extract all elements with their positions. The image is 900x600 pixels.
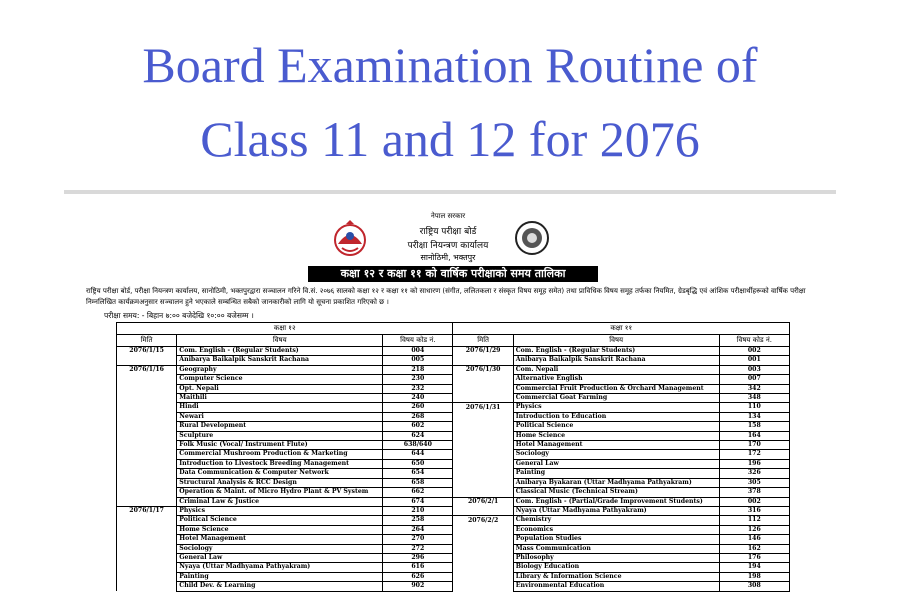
office-name: परीक्षा नियन्त्रण कार्यालय (407, 241, 489, 251)
subject-name: Hindi (177, 403, 383, 412)
subject-code: 007 (719, 375, 789, 384)
exam-date (117, 535, 177, 544)
subject-code: 348 (719, 394, 789, 403)
subject-name: Geography (177, 365, 383, 374)
subject-name: Library & Information Science (513, 572, 719, 581)
subject-code: 626 (383, 572, 453, 581)
subject-name: Nyaya (Uttar Madhyama Pathyakram) (177, 563, 383, 572)
subject-name: Biology Education (513, 563, 719, 572)
subject-name: Com. English - (Regular Students) (513, 347, 719, 356)
exam-date (117, 469, 177, 478)
exam-date (117, 450, 177, 459)
exam-date (453, 553, 513, 562)
exam-date (453, 459, 513, 468)
subject-code: 198 (719, 572, 789, 581)
subject-code: 674 (383, 497, 453, 506)
table-row (117, 582, 790, 591)
col-subject-12: विषय (177, 335, 383, 347)
exam-date (117, 459, 177, 468)
col-subject-11: विषय (513, 335, 719, 347)
subject-code: 654 (383, 469, 453, 478)
exam-date (117, 572, 177, 581)
subject-code: 230 (383, 375, 453, 384)
subject-code: 164 (719, 431, 789, 440)
subject-name: Data Communication & Computer Network (177, 469, 383, 478)
subject-code: 644 (383, 450, 453, 459)
exam-date (117, 412, 177, 421)
subject-code: 232 (383, 384, 453, 393)
subject-code: 210 (383, 506, 453, 515)
subject-code: 624 (383, 431, 453, 440)
page-title-line-1: Board Examination Routine of (142, 37, 758, 93)
subject-code: 240 (383, 394, 453, 403)
table-row (117, 384, 790, 393)
subject-code: 005 (383, 356, 453, 365)
table-row (117, 450, 790, 459)
exam-date (117, 403, 177, 412)
subject-code: 902 (383, 582, 453, 591)
exam-date: 2076/1/31 (453, 403, 513, 412)
subject-code: 003 (719, 365, 789, 374)
subject-name: Maithili (177, 394, 383, 403)
subject-code: 316 (719, 506, 789, 515)
exam-date (117, 582, 177, 591)
subject-code: 162 (719, 544, 789, 553)
subject-code: 110 (719, 403, 789, 412)
subject-name: Sculpture (177, 431, 383, 440)
table-row (117, 431, 790, 440)
exam-date: 2076/1/29 (453, 347, 513, 356)
subject-name: Commercial Fruit Production & Orchard Management (513, 384, 719, 393)
exam-date (453, 544, 513, 553)
subject-code: 176 (719, 553, 789, 562)
exam-date (453, 572, 513, 581)
exam-date (453, 506, 513, 515)
subject-name: Physics (513, 403, 719, 412)
subject-code: 134 (719, 412, 789, 421)
class-11-header: कक्षा ११ (453, 323, 790, 335)
subject-code: 196 (719, 459, 789, 468)
subject-code: 004 (383, 347, 453, 356)
table-row (117, 441, 790, 450)
subject-code: 658 (383, 478, 453, 487)
table-row (117, 394, 790, 403)
table-row (117, 516, 790, 525)
subject-code: 662 (383, 488, 453, 497)
subject-name: Introduction to Education (513, 412, 719, 421)
exam-date (117, 478, 177, 487)
exam-date (453, 412, 513, 421)
table-row (117, 497, 790, 506)
table-row (117, 525, 790, 534)
subject-code: 378 (719, 488, 789, 497)
subject-name: Population Studies (513, 535, 719, 544)
subject-name: Hotel Management (513, 441, 719, 450)
subject-code: 326 (719, 469, 789, 478)
exam-date (117, 375, 177, 384)
subject-name: Philosophy (513, 553, 719, 562)
subject-name: Anibarya Baikalpik Sanskrit Rachana (513, 356, 719, 365)
table-row (117, 347, 790, 356)
exam-date (453, 431, 513, 440)
exam-date (453, 384, 513, 393)
subject-code: 194 (719, 563, 789, 572)
exam-date (117, 422, 177, 431)
subject-code: 308 (719, 582, 789, 591)
subject-name: Chemistry (513, 516, 719, 525)
subject-name: Sociology (513, 450, 719, 459)
exam-date (453, 525, 513, 534)
subject-code: 270 (383, 535, 453, 544)
subject-name: Hotel Management (177, 535, 383, 544)
subject-name: Commercial Goat Farming (513, 394, 719, 403)
exam-date: 2076/1/17 (117, 506, 177, 515)
table-row (117, 563, 790, 572)
divider (64, 190, 836, 194)
subject-name: Rural Development (177, 422, 383, 431)
table-row (117, 572, 790, 581)
exam-date (453, 450, 513, 459)
subject-name: Alternative English (513, 375, 719, 384)
subject-code: 305 (719, 478, 789, 487)
subject-name: Opt. Nepali (177, 384, 383, 393)
exam-date (117, 553, 177, 562)
subject-name: Classical Music (Technical Stream) (513, 488, 719, 497)
exam-date (117, 431, 177, 440)
exam-date (453, 582, 513, 591)
subject-name: Computer Science (177, 375, 383, 384)
table-row (117, 403, 790, 412)
subject-code: 126 (719, 525, 789, 534)
subject-code: 170 (719, 441, 789, 450)
exam-date (117, 544, 177, 553)
subject-name: Physics (177, 506, 383, 515)
exam-date (117, 356, 177, 365)
office-place: सानोठिमी, भक्तपुर (420, 253, 476, 262)
routine-banner: कक्षा १२ र कक्षा ११ को वार्षिक परीक्षाको समय तालिका (308, 266, 598, 282)
subject-code: 218 (383, 365, 453, 374)
exam-date (117, 497, 177, 506)
subject-name: Introduction to Livestock Breeding Management (177, 459, 383, 468)
subject-name: Anibarya Baikalpik Sanskrit Rachana (177, 356, 383, 365)
exam-date (453, 356, 513, 365)
exam-date: 2076/1/15 (117, 347, 177, 356)
exam-date (117, 441, 177, 450)
subject-name: Structural Analysis & RCC Design (177, 478, 383, 487)
exam-date (117, 394, 177, 403)
subject-name: Child Dev. & Learning (177, 582, 383, 591)
subject-name: Sociology (177, 544, 383, 553)
exam-date: 2076/1/16 (117, 365, 177, 374)
exam-date (117, 488, 177, 497)
subject-code: 002 (719, 347, 789, 356)
subject-name: General Law (177, 553, 383, 562)
subject-name: Environmental Education (513, 582, 719, 591)
subject-name: Political Science (177, 516, 383, 525)
subject-code: 616 (383, 563, 453, 572)
subject-name: Operation & Maint. of Micro Hydro Plant & PV System (177, 488, 383, 497)
exam-date (453, 394, 513, 403)
exam-date (117, 516, 177, 525)
col-code-11: विषय कोड नं. (719, 335, 789, 347)
exam-date (453, 535, 513, 544)
exam-date (453, 375, 513, 384)
subject-code: 296 (383, 553, 453, 562)
exam-date (453, 488, 513, 497)
routine-document (86, 210, 810, 600)
exam-date: 2076/1/30 (453, 365, 513, 374)
subject-name: Painting (177, 572, 383, 581)
subject-name: Mass Communication (513, 544, 719, 553)
subject-code: 638/640 (383, 441, 453, 450)
subject-code: 002 (719, 497, 789, 506)
table-row (117, 544, 790, 553)
exam-date (453, 563, 513, 572)
routine-body (117, 347, 790, 592)
subject-code: 268 (383, 412, 453, 421)
table-row (117, 375, 790, 384)
table-row (117, 478, 790, 487)
subject-code: 258 (383, 516, 453, 525)
page-title-line-2: Class 11 and 12 for 2076 (200, 111, 700, 167)
table-row (117, 506, 790, 515)
exam-date (117, 384, 177, 393)
board-name: राष्ट्रिय परीक्षा बोर्ड (419, 227, 477, 237)
subject-code: 158 (719, 422, 789, 431)
subject-name: Home Science (177, 525, 383, 534)
exam-date (453, 478, 513, 487)
col-date-12: मिति (117, 335, 177, 347)
subject-name: Criminal Law & Justice (177, 497, 383, 506)
exam-time: परीक्षा समय: - बिहान ७:०० बजेदेखि १०:०० बजेसम्म । (104, 311, 254, 320)
subject-name: Newari (177, 412, 383, 421)
subject-name: Home Science (513, 431, 719, 440)
notice-paragraph: राष्ट्रिय परीक्षा बोर्ड, परीक्षा नियन्त्रण कार्यालय, सानोठिमी, भक्तपुरद्वारा सञ्चालन गरिने वि.सं. २०७६ सालको कक्षा १२ र कक्षा ११ को साधारण (संगीत, ललितकला र संस्कृत विषय समूह समेत) तथा प्राविधिक विषय समूह तर्फका नियमित, ग्रेडबृद्धि एवं आंशिक परीक्षार्थीहरूको वार्षिक परीक्षा निम्नलिखित कार्यक्रमअनुसार सञ्चालन हुने भएकाले सम्बन्धित सबैको जानकारीको लागि यो सूचना प्रकाशित गरिएको छ । (86, 287, 806, 306)
table-row (117, 459, 790, 468)
gov-label: नेपाल सरकार (430, 212, 466, 220)
exam-date (117, 563, 177, 572)
exam-date: 2076/2/2 (453, 516, 513, 525)
subject-code: 172 (719, 450, 789, 459)
subject-code: 146 (719, 535, 789, 544)
exam-date: 2076/2/1 (453, 497, 513, 506)
subject-name: Com. Nepali (513, 365, 719, 374)
subject-code: 272 (383, 544, 453, 553)
subject-name: Com. English - (Partial/Grade Improvement Students) (513, 497, 719, 506)
routine-table (116, 322, 790, 592)
table-row (117, 469, 790, 478)
subject-code: 001 (719, 356, 789, 365)
subject-code: 602 (383, 422, 453, 431)
col-date-11: मिति (453, 335, 513, 347)
subject-name: General Law (513, 459, 719, 468)
col-code-12: विषय कोड नं. (383, 335, 453, 347)
subject-code: 650 (383, 459, 453, 468)
table-row (117, 412, 790, 421)
exam-date (453, 422, 513, 431)
exam-date (117, 525, 177, 534)
table-row (117, 356, 790, 365)
subject-name: Political Science (513, 422, 719, 431)
table-row (117, 365, 790, 374)
subject-name: Anibarya Byakaran (Uttar Madhyama Pathyakram) (513, 478, 719, 487)
subject-name: Nyaya (Uttar Madhyama Pathyakram) (513, 506, 719, 515)
table-row (117, 488, 790, 497)
table-row (117, 553, 790, 562)
subject-name: Folk Music (Vocal/ Instrument Flute) (177, 441, 383, 450)
subject-code: 260 (383, 403, 453, 412)
subject-name: Commercial Mushroom Production & Marketing (177, 450, 383, 459)
subject-name: Economics (513, 525, 719, 534)
subject-code: 112 (719, 516, 789, 525)
subject-name: Painting (513, 469, 719, 478)
class-12-header: कक्षा १२ (117, 323, 453, 335)
subject-code: 342 (719, 384, 789, 393)
exam-date (453, 441, 513, 450)
table-row (117, 422, 790, 431)
table-row (117, 535, 790, 544)
exam-date (453, 469, 513, 478)
subject-code: 264 (383, 525, 453, 534)
subject-name: Com. English - (Regular Students) (177, 347, 383, 356)
